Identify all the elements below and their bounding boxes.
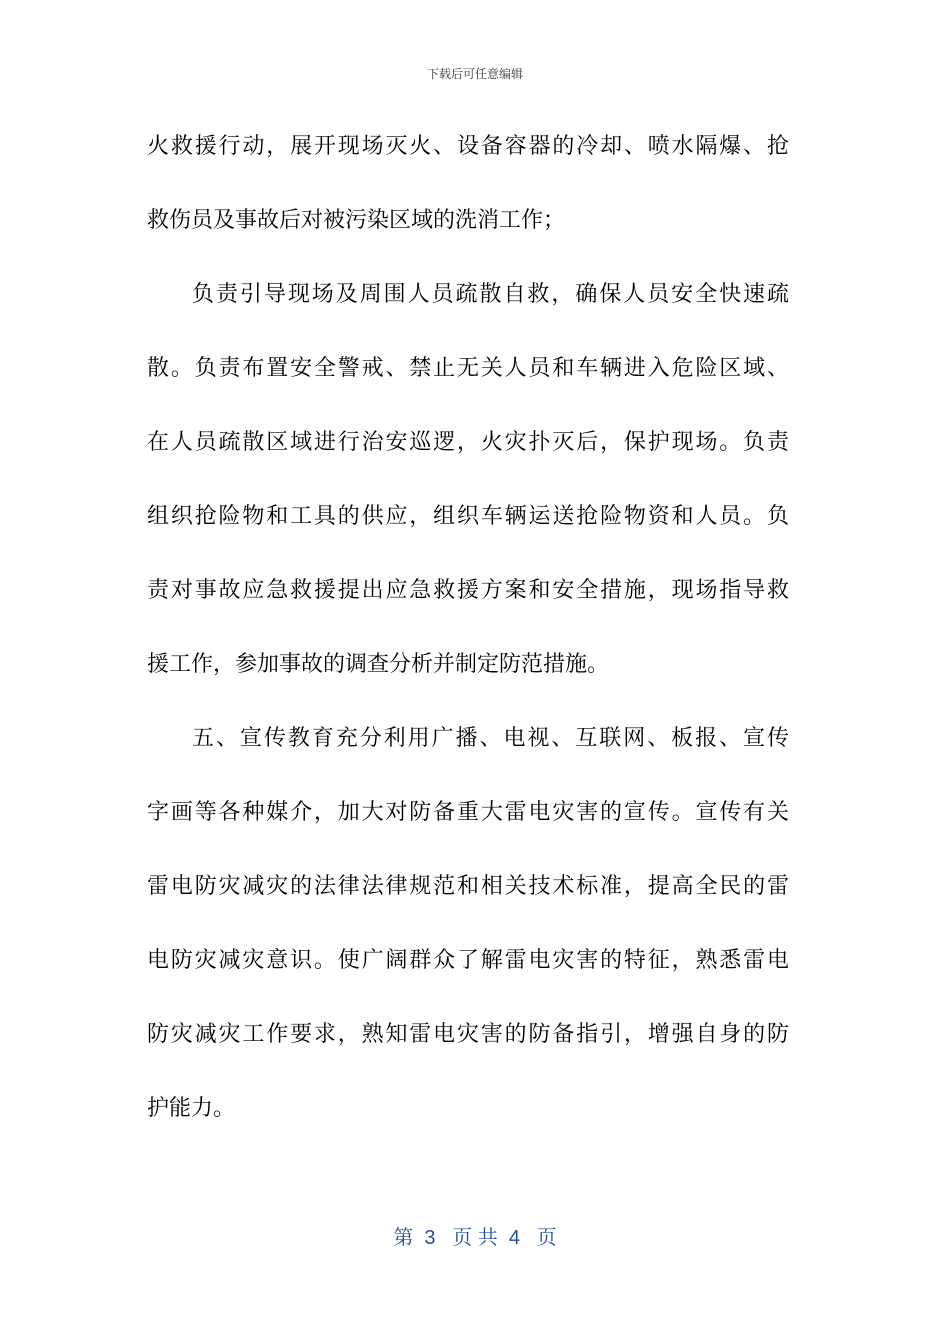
text-line: 负责引导现场及周围人员疏散自救，确保人员安全快速疏 <box>192 282 789 307</box>
text-line: 散。负责布置安全警戒、禁止无关人员和车辆进入危险区域、 <box>147 356 789 381</box>
download-note: 下载后可任意编辑 <box>426 67 523 81</box>
text-line: 火救援行动，展开现场灭火、设备容器的冷却、喷水隔爆、抢 <box>147 134 789 159</box>
document-body <box>147 128 789 1164</box>
text-line: 电防灾减灾意识。使广阔群众了解雷电灾害的特征，熟悉雷电 <box>147 948 789 973</box>
text-line: 责对事故应急救援提出应急救援方案和安全措施，现场指导救 <box>147 578 789 603</box>
text-line: 字画等各种媒介，加大对防备重大雷电灾害的宣传。宣传有关 <box>147 800 789 825</box>
text-line: 护能力。 <box>147 1096 236 1121</box>
text-line: 雷电防灾减灾的法律法律规范和相关技术标准，提高全民的雷 <box>147 874 789 899</box>
text-line: 援工作，参加事故的调查分析并制定防范措施。 <box>147 652 610 677</box>
text-line: 防灾减灾工作要求，熟知雷电灾害的防备指引，增强自身的防 <box>147 1022 789 1047</box>
text-line: 救伤员及事故后对被污染区域的洗消工作； <box>147 208 566 233</box>
text-line: 五、宣传教育充分利用广播、电视、互联网、板报、宣传 <box>192 726 789 751</box>
page-number-footer: 第 3 页 共 4 页 <box>393 1227 557 1249</box>
text-line: 在人员疏散区域进行治安巡逻，火灾扑灭后，保护现场。负责 <box>147 430 789 455</box>
text-line: 组织抢险物和工具的供应，组织车辆运送抢险物资和人员。负 <box>147 504 789 529</box>
